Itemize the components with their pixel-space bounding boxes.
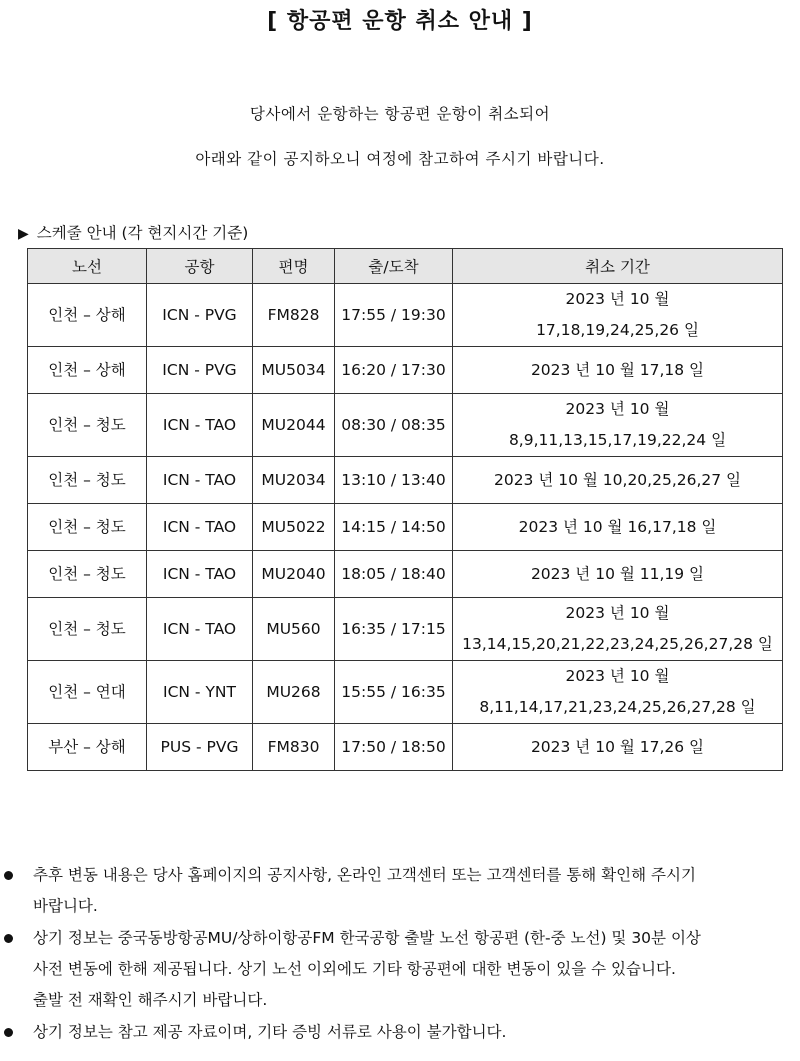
cell-flight: MU5034 <box>253 347 335 394</box>
period-line: 2023 년 10 월 16,17,18 일 <box>518 517 717 536</box>
cell-flight: MU268 <box>253 661 335 724</box>
cell-route: 부산 – 상해 <box>28 724 147 771</box>
cell-flight: FM830 <box>253 724 335 771</box>
cell-airport: ICN - YNT <box>147 661 253 724</box>
cell-time: 18:05 / 18:40 <box>335 551 453 598</box>
cell-period <box>453 661 783 724</box>
note-line: 상기 정보는 중국동방항공MU/상하이항공FM 한국공항 출발 노선 항공편 (한-중 노선) 및 30분 이상 <box>33 929 701 947</box>
table-row <box>28 598 783 661</box>
table-header-row <box>28 249 783 284</box>
note-line: 추후 변동 내용은 당사 홈페이지의 공지사항, 온라인 고객센터 또는 고객센터를 통해 확인해 주시기 <box>33 866 696 884</box>
table-row <box>28 551 783 598</box>
header-airport: 공항 <box>147 249 253 284</box>
cell-period <box>453 551 783 598</box>
cell-route: 인천 – 청도 <box>28 598 147 661</box>
header-period: 취소 기간 <box>453 249 783 284</box>
note-line: 바랍니다. <box>33 897 98 915</box>
note-item <box>0 923 800 1016</box>
note-item <box>0 1017 800 1048</box>
cell-airport: ICN - TAO <box>147 598 253 661</box>
bullet-icon <box>4 1028 13 1037</box>
cell-route: 인천 – 청도 <box>28 394 147 457</box>
cell-time: 14:15 / 14:50 <box>335 504 453 551</box>
schedule-heading-text: 스케줄 안내 (각 현지시간 기준) <box>36 224 249 242</box>
period-line: 8,9,11,13,15,17,19,22,24 일 <box>508 431 727 449</box>
cell-flight: FM828 <box>253 284 335 347</box>
page-title: [ 항공편 운항 취소 안내 ] <box>267 9 533 34</box>
cell-route: 인천 – 상해 <box>28 284 147 347</box>
cell-time: 08:30 / 08:35 <box>335 394 453 457</box>
cell-flight: MU2044 <box>253 394 335 457</box>
cell-airport: ICN - TAO <box>147 551 253 598</box>
cell-flight: MU2040 <box>253 551 335 598</box>
cell-airport: ICN - TAO <box>147 457 253 504</box>
cell-route: 인천 – 청도 <box>28 504 147 551</box>
period-line: 2023 년 10 월 <box>565 290 670 308</box>
cell-time: 17:55 / 19:30 <box>335 284 453 347</box>
cell-time: 13:10 / 13:40 <box>335 457 453 504</box>
cell-route: 인천 – 청도 <box>28 457 147 504</box>
period-line: 13,14,15,20,21,22,23,24,25,26,27,28 일 <box>462 635 773 653</box>
cell-period <box>453 347 783 394</box>
period-line: 17,18,19,24,25,26 일 <box>536 321 699 339</box>
table-row <box>28 661 783 724</box>
cell-period <box>453 457 783 504</box>
cell-route: 인천 – 청도 <box>28 551 147 598</box>
table-row <box>28 504 783 551</box>
intro-line-1: 당사에서 운항하는 항공편 운항이 취소되어 <box>249 105 551 123</box>
cell-route: 인천 – 상해 <box>28 347 147 394</box>
header-route: 노선 <box>28 249 147 284</box>
period-line: 8,11,14,17,21,23,24,25,26,27,28 일 <box>479 698 756 716</box>
period-line: 2023 년 10 월 <box>565 400 670 418</box>
cell-time: 17:50 / 18:50 <box>335 724 453 771</box>
cell-period <box>453 724 783 771</box>
cell-airport: ICN - PVG <box>147 347 253 394</box>
table-row <box>28 457 783 504</box>
period-line: 2023 년 10 월 11,19 일 <box>530 564 705 583</box>
cancellation-table <box>27 248 783 771</box>
triangle-right-icon: ▶ <box>18 226 29 242</box>
note-line: 상기 정보는 참고 제공 자료이며, 기타 증빙 서류로 사용이 불가합니다. <box>33 1023 507 1041</box>
cell-route: 인천 – 연대 <box>28 661 147 724</box>
cell-period <box>453 394 783 457</box>
note-line: 출발 전 재확인 해주시기 바랍니다. <box>33 991 268 1009</box>
cell-period <box>453 504 783 551</box>
table-row <box>28 724 783 771</box>
cell-time: 16:35 / 17:15 <box>335 598 453 661</box>
table-row <box>28 347 783 394</box>
cell-time: 16:20 / 17:30 <box>335 347 453 394</box>
intro-line-2: 아래와 같이 공지하오니 여정에 참고하여 주시기 바랍니다. <box>195 150 605 168</box>
cell-airport: ICN - PVG <box>147 284 253 347</box>
cell-period <box>453 284 783 347</box>
table-row <box>28 284 783 347</box>
cell-period <box>453 598 783 661</box>
cell-flight: MU2034 <box>253 457 335 504</box>
note-item <box>0 860 800 922</box>
bullet-icon <box>4 871 13 880</box>
period-line: 2023 년 10 월 17,26 일 <box>530 737 705 756</box>
cell-flight: MU5022 <box>253 504 335 551</box>
notes-list <box>0 860 800 1049</box>
period-line: 2023 년 10 월 <box>565 604 670 622</box>
schedule-heading <box>18 221 248 243</box>
period-line: 2023 년 10 월 <box>565 667 670 685</box>
period-line: 2023 년 10 월 17,18 일 <box>530 360 705 379</box>
period-line: 2023 년 10 월 10,20,25,26,27 일 <box>493 470 742 489</box>
table-row <box>28 394 783 457</box>
table-body <box>28 284 783 771</box>
cell-airport: ICN - TAO <box>147 504 253 551</box>
header-time: 출/도착 <box>335 249 453 284</box>
note-line: 사전 변동에 한해 제공됩니다. 상기 노선 이외에도 기타 항공편에 대한 변동이 있을 수 있습니다. <box>33 960 676 978</box>
cell-flight: MU560 <box>253 598 335 661</box>
cell-time: 15:55 / 16:35 <box>335 661 453 724</box>
cell-airport: PUS - PVG <box>147 724 253 771</box>
bullet-icon <box>4 934 13 943</box>
cell-airport: ICN - TAO <box>147 394 253 457</box>
header-flight: 편명 <box>253 249 335 284</box>
